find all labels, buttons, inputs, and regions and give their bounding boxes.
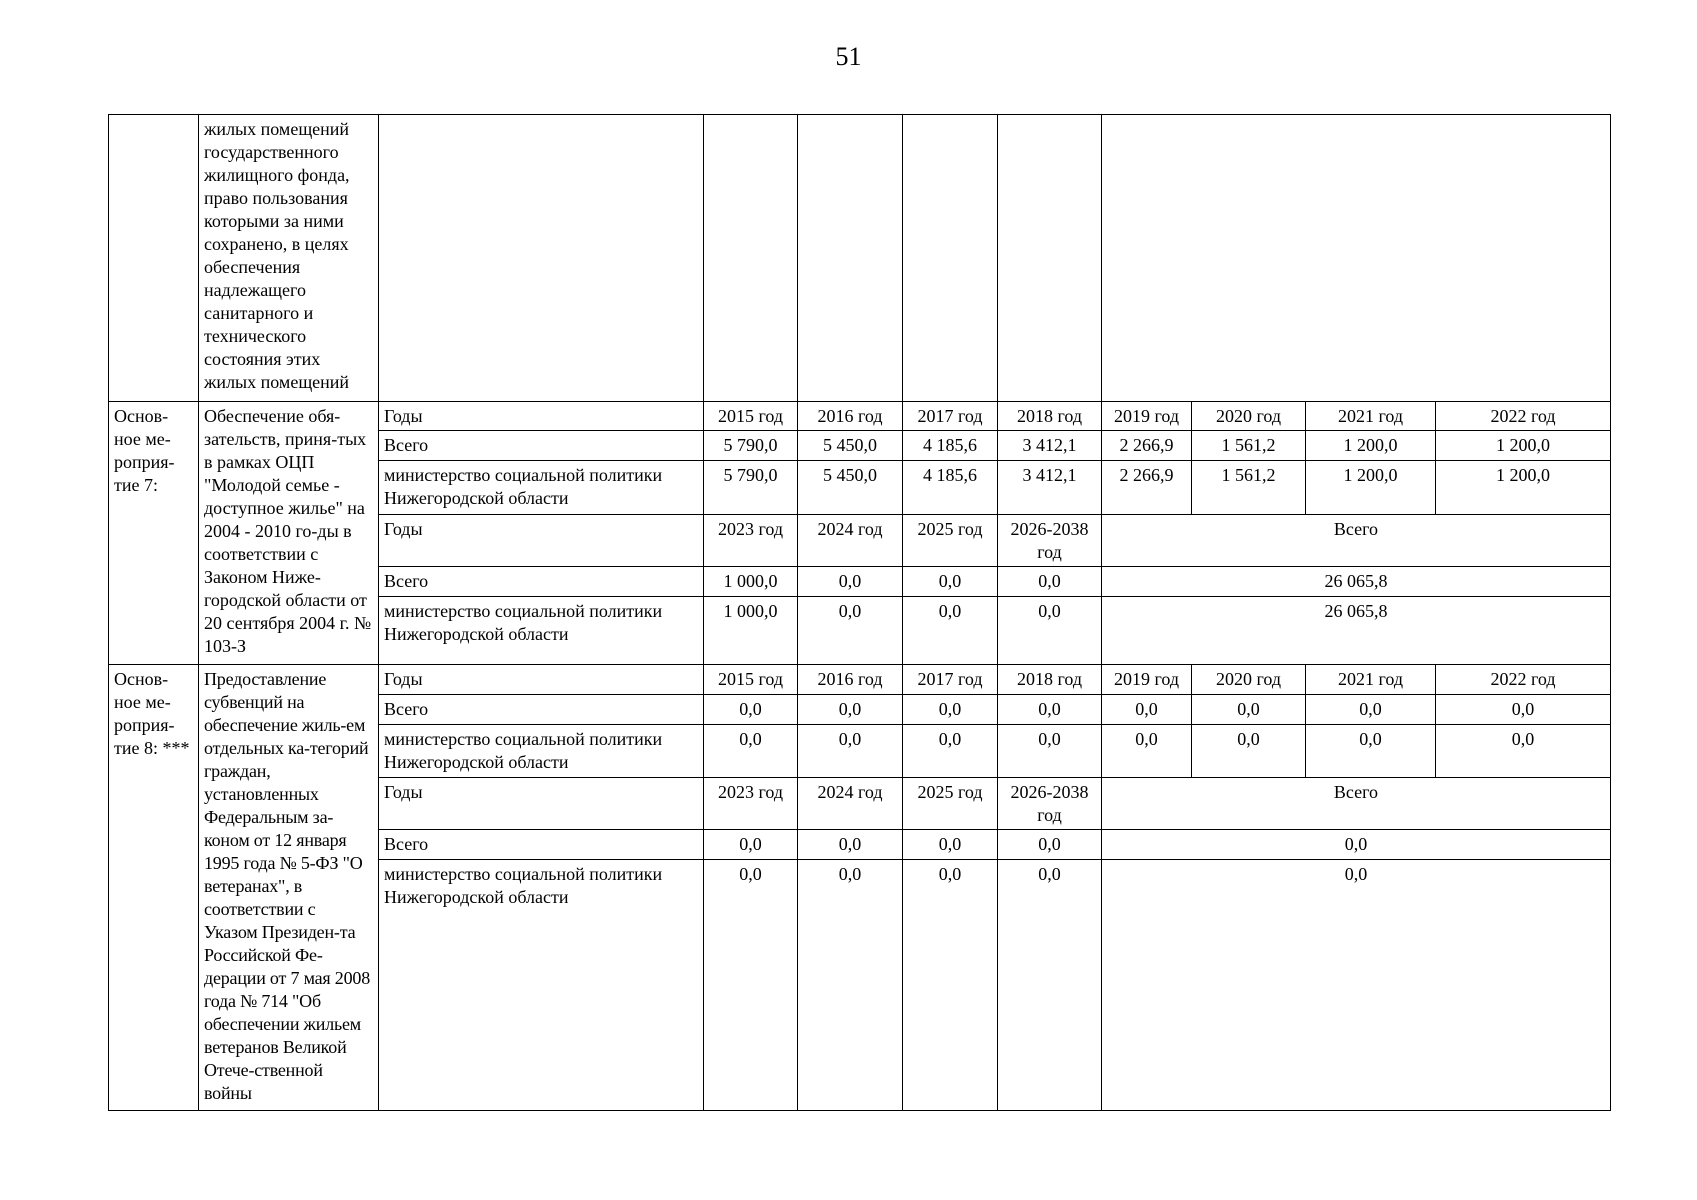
table-row-m7-years2: Годы 2023 год 2024 год 2025 год 2026-2038 год Всего	[109, 515, 1611, 567]
table-row-m7-years1: Основ-ное ме-роприя-тие 7: Обеспечение обя-зательств, приня-тых в рамках ОЦП "Молодой семье - доступное жилье" на 2004 - 2010 го-ды в соответствии с Законом Ниже-городской области от 20 сентября 2004 г. № 103-З Годы 2015 год 2016 год 2017 год 2018 год 2019 год 2020 год 2021 год 2022 год	[109, 402, 1611, 431]
financing-table	[108, 114, 1611, 1111]
table-row-m8-ministry2: министерство социальной политики Нижегородской области 0,0 0,0 0,0 0,0 0,0	[109, 860, 1611, 1111]
table-row-continuation	[109, 115, 1611, 402]
cont-label-cell	[109, 115, 199, 402]
table-row-m8-ministry1: министерство социальной политики Нижегородской области 0,0 0,0 0,0 0,0 0,0 0,0 0,0 0,0	[109, 725, 1611, 778]
table-row-m8-years1: Основ-ное ме-роприя-тие 8: *** Предоставление субвенций на обеспечение жиль-ем отдельных ка-тегорий граждан, установленных Федеральным за-коном от 12 января 1995 года № 5-ФЗ "О ветеранах", в соответствии с Указом Президен-та Российской Фе-дерации от 7 мая 2008 года № 714 "Об обеспечении жильем ветеранов Великой Отече-ственной войны Годы 2015 год 2016 год 2017 год 2018 год 2019 год 2020 год 2021 год 2022 год	[109, 665, 1611, 695]
m7-label: Основ-ное ме-роприя-тие 7:	[109, 402, 199, 665]
table-row-m7-ministry2: министерство социальной политики Нижегородской области 1 000,0 0,0 0,0 0,0 26 065,8	[109, 597, 1611, 665]
table-row-m7-ministry1: министерство социальной политики Нижегородской области 5 790,0 5 450,0 4 185,6 3 412,1 2 266,9 1 561,2 1 200,0 1 200,0	[109, 461, 1611, 515]
m7-name: Обеспечение обя-зательств, приня-тых в рамках ОЦП "Молодой семье - доступное жилье" на 2004 - 2010 го-ды в соответствии с Законом Ниже-городской области от 20 сентября 2004 г. № 103-З	[199, 402, 379, 665]
table-row-m8-total2: Всего 0,0 0,0 0,0 0,0 0,0	[109, 830, 1611, 860]
table-row-m7-total1: Всего 5 790,0 5 450,0 4 185,6 3 412,1 2 266,9 1 561,2 1 200,0 1 200,0	[109, 431, 1611, 461]
cont-name-cell: жилых помещений государственного жилищного фонда, право пользования которыми за ними сохранено, в целях обеспечения надлежащего санитарного и технического состояния этих жилых помещений	[199, 115, 379, 402]
table-row-m7-total2: Всего 1 000,0 0,0 0,0 0,0 26 065,8	[109, 567, 1611, 597]
document-table-wrapper	[108, 114, 1611, 1111]
table-row-m8-total1: Всего 0,0 0,0 0,0 0,0 0,0 0,0 0,0 0,0	[109, 695, 1611, 725]
m8-label: Основ-ное ме-роприя-тие 8: ***	[109, 665, 199, 1111]
m8-name: Предоставление субвенций на обеспечение жиль-ем отдельных ка-тегорий граждан, установленных Федеральным за-коном от 12 января 1995 года № 5-ФЗ "О ветеранах", в соответствии с Указом Президен-та Российской Фе-дерации от 7 мая 2008 года № 714 "Об обеспечении жильем ветеранов Великой Отече-ственной войны	[199, 665, 379, 1111]
page-number: 51	[835, 42, 862, 71]
table-row-m8-years2: Годы 2023 год 2024 год 2025 год 2026-2038 год Всего	[109, 778, 1611, 830]
